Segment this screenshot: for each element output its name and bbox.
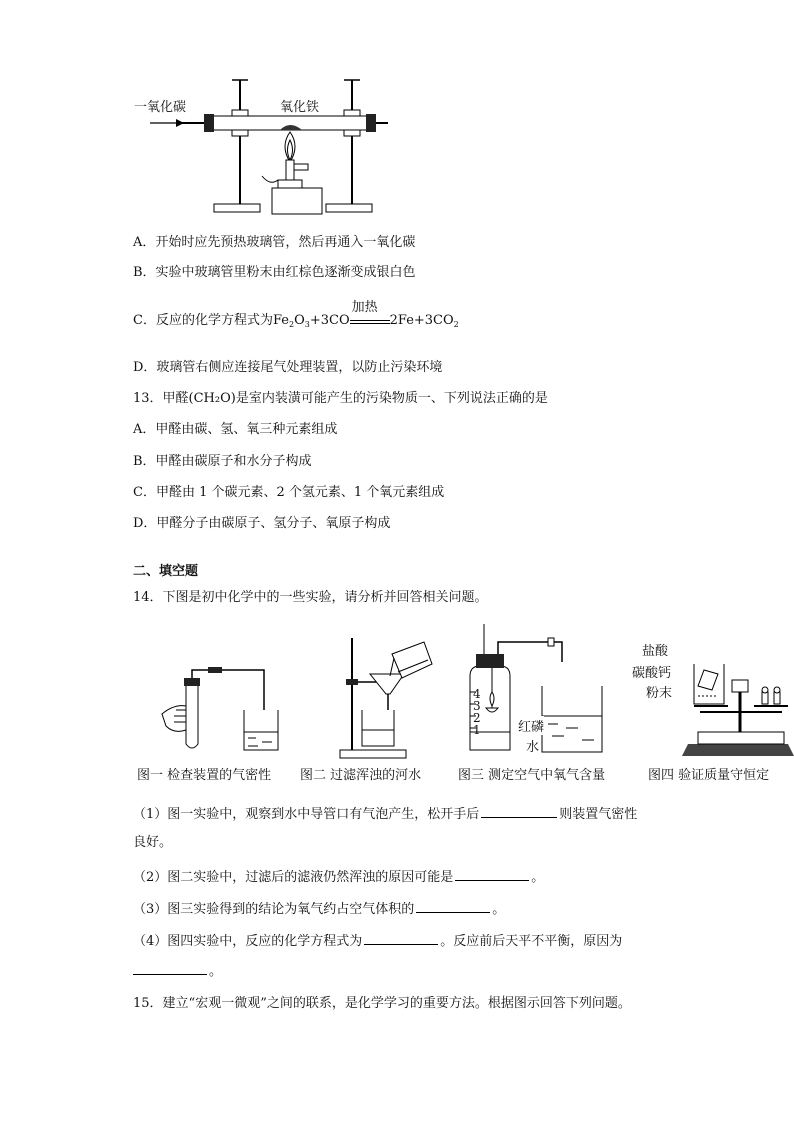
q14-part-4 xyxy=(133,932,622,951)
caption-figure-1: 图一 检查装置的气密性 xyxy=(137,768,272,783)
co-reduction-apparatus-drawing xyxy=(130,72,390,222)
blank-5[interactable] xyxy=(133,962,207,975)
caption-figure-3: 图三 测定空气中氧气含量 xyxy=(458,768,606,783)
scale-4: 4 xyxy=(473,687,481,701)
q13-option-d: D．甲醛分子由碳原子、氢分子、氧原子构成 xyxy=(133,516,391,531)
scale-3: 3 xyxy=(473,699,481,713)
q12-option-c xyxy=(133,300,459,334)
q14-part-1-text-a: （1）图一实验中，观察到水中导管口有气泡产生，松开手后 xyxy=(133,807,480,822)
equation-sub-3: 3 xyxy=(304,320,310,329)
caption-figure-2: 图二 过滤浑浊的河水 xyxy=(300,768,422,783)
q14-part-3-text-b: 。 xyxy=(492,902,506,917)
q14-part-1 xyxy=(133,805,637,824)
label-hydrochloric-acid: 盐酸 xyxy=(642,644,669,659)
q14-part-2-text-b: 。 xyxy=(531,870,545,885)
q14-part-4-text-a: （4）图四实验中，反应的化学方程式为 xyxy=(133,934,363,949)
equation-sub-co2: 2 xyxy=(453,320,459,329)
q13-option-a: A．甲醛由碳、氢、氧三种元素组成 xyxy=(133,422,338,437)
airtightness-drawing xyxy=(152,660,282,756)
q12-option-b: B．实验中玻璃管里粉末由红棕色逐渐变成银白色 xyxy=(133,265,416,280)
equation-condition-text: 加热 xyxy=(351,300,378,315)
q14-part-2 xyxy=(133,868,544,887)
q14-part-1-continued: 良好。 xyxy=(133,835,173,850)
blank-4[interactable] xyxy=(364,932,438,945)
label-red-phosphorus: 红磷 xyxy=(518,716,544,735)
q14-part-4-text-b: 。反应前后天平不平衡，原因为 xyxy=(440,934,623,949)
caption-figure-4: 图四 验证质量守恒定 xyxy=(648,768,770,783)
label-water: 水 xyxy=(526,736,539,755)
equation-plus-co: +3CO xyxy=(309,313,350,328)
equation-fe: Fe xyxy=(272,313,289,328)
figure-3-oxygen-content xyxy=(462,624,612,764)
scale-2: 2 xyxy=(473,711,481,725)
section-heading: 二、填空题 xyxy=(133,564,199,579)
q14-part-4-text-c: 。 xyxy=(209,964,223,979)
figure-4-mass-conservation xyxy=(628,640,794,758)
blank-3[interactable] xyxy=(416,900,490,913)
q12-option-a: A．开始时应先预热玻璃管，然后再通入一氧化碳 xyxy=(133,235,416,250)
equation-condition xyxy=(350,300,390,324)
q14-part-3-text-a: （3）图三实验得到的结论为氧气约占空气体积的 xyxy=(133,902,415,917)
scale-1: 1 xyxy=(473,723,481,737)
q13-stem: 13．甲醛(CH₂O)是室内装潢可能产生的污染物质一、下列说法正确的是 xyxy=(133,391,548,406)
equation-sub-2: 2 xyxy=(288,320,295,329)
q14-part-4-continued xyxy=(133,962,222,981)
equation-o: O xyxy=(294,313,305,328)
label-iron-oxide: 氧化铁 xyxy=(280,100,320,115)
q14-stem: 14．下图是初中化学中的一些实验，请分析并回答相关问题。 xyxy=(133,590,488,605)
equation-products: 2Fe+3CO xyxy=(389,313,454,328)
q12-option-d: D．玻璃管右侧应连接尾气处理装置，以防止污染环境 xyxy=(133,360,443,375)
blank-1[interactable] xyxy=(481,805,557,818)
figure-1-airtightness xyxy=(152,660,282,756)
label-calcium-carbonate: 碳酸钙 xyxy=(632,666,672,681)
q14-part-2-text-a: （2）图二实验中，过滤后的滤液仍然浑浊的原因可能是 xyxy=(133,870,454,885)
co-reduction-figure xyxy=(130,72,390,222)
blank-2[interactable] xyxy=(455,868,529,881)
label-powder: 粉末 xyxy=(646,686,673,701)
q15-stem: 15．建立“宏观一微观”之间的联系，是化学学习的重要方法。根据图示回答下列问题。 xyxy=(133,996,631,1011)
q14-part-3 xyxy=(133,900,505,919)
q14-part-1-text-b: 则装置气密性 xyxy=(559,807,638,822)
q13-option-b: B．甲醛由碳原子和水分子构成 xyxy=(133,454,312,469)
q13-option-c: C．甲醛由 1 个碳元素、2 个氢元素、1 个氧元素组成 xyxy=(133,485,445,500)
q12-option-c-prefix: C．反应的化学方程式为 xyxy=(133,313,273,328)
figure-2-filtration xyxy=(332,632,448,760)
label-carbon-monoxide: 一氧化碳 xyxy=(134,100,187,115)
filtration-drawing xyxy=(332,632,448,760)
